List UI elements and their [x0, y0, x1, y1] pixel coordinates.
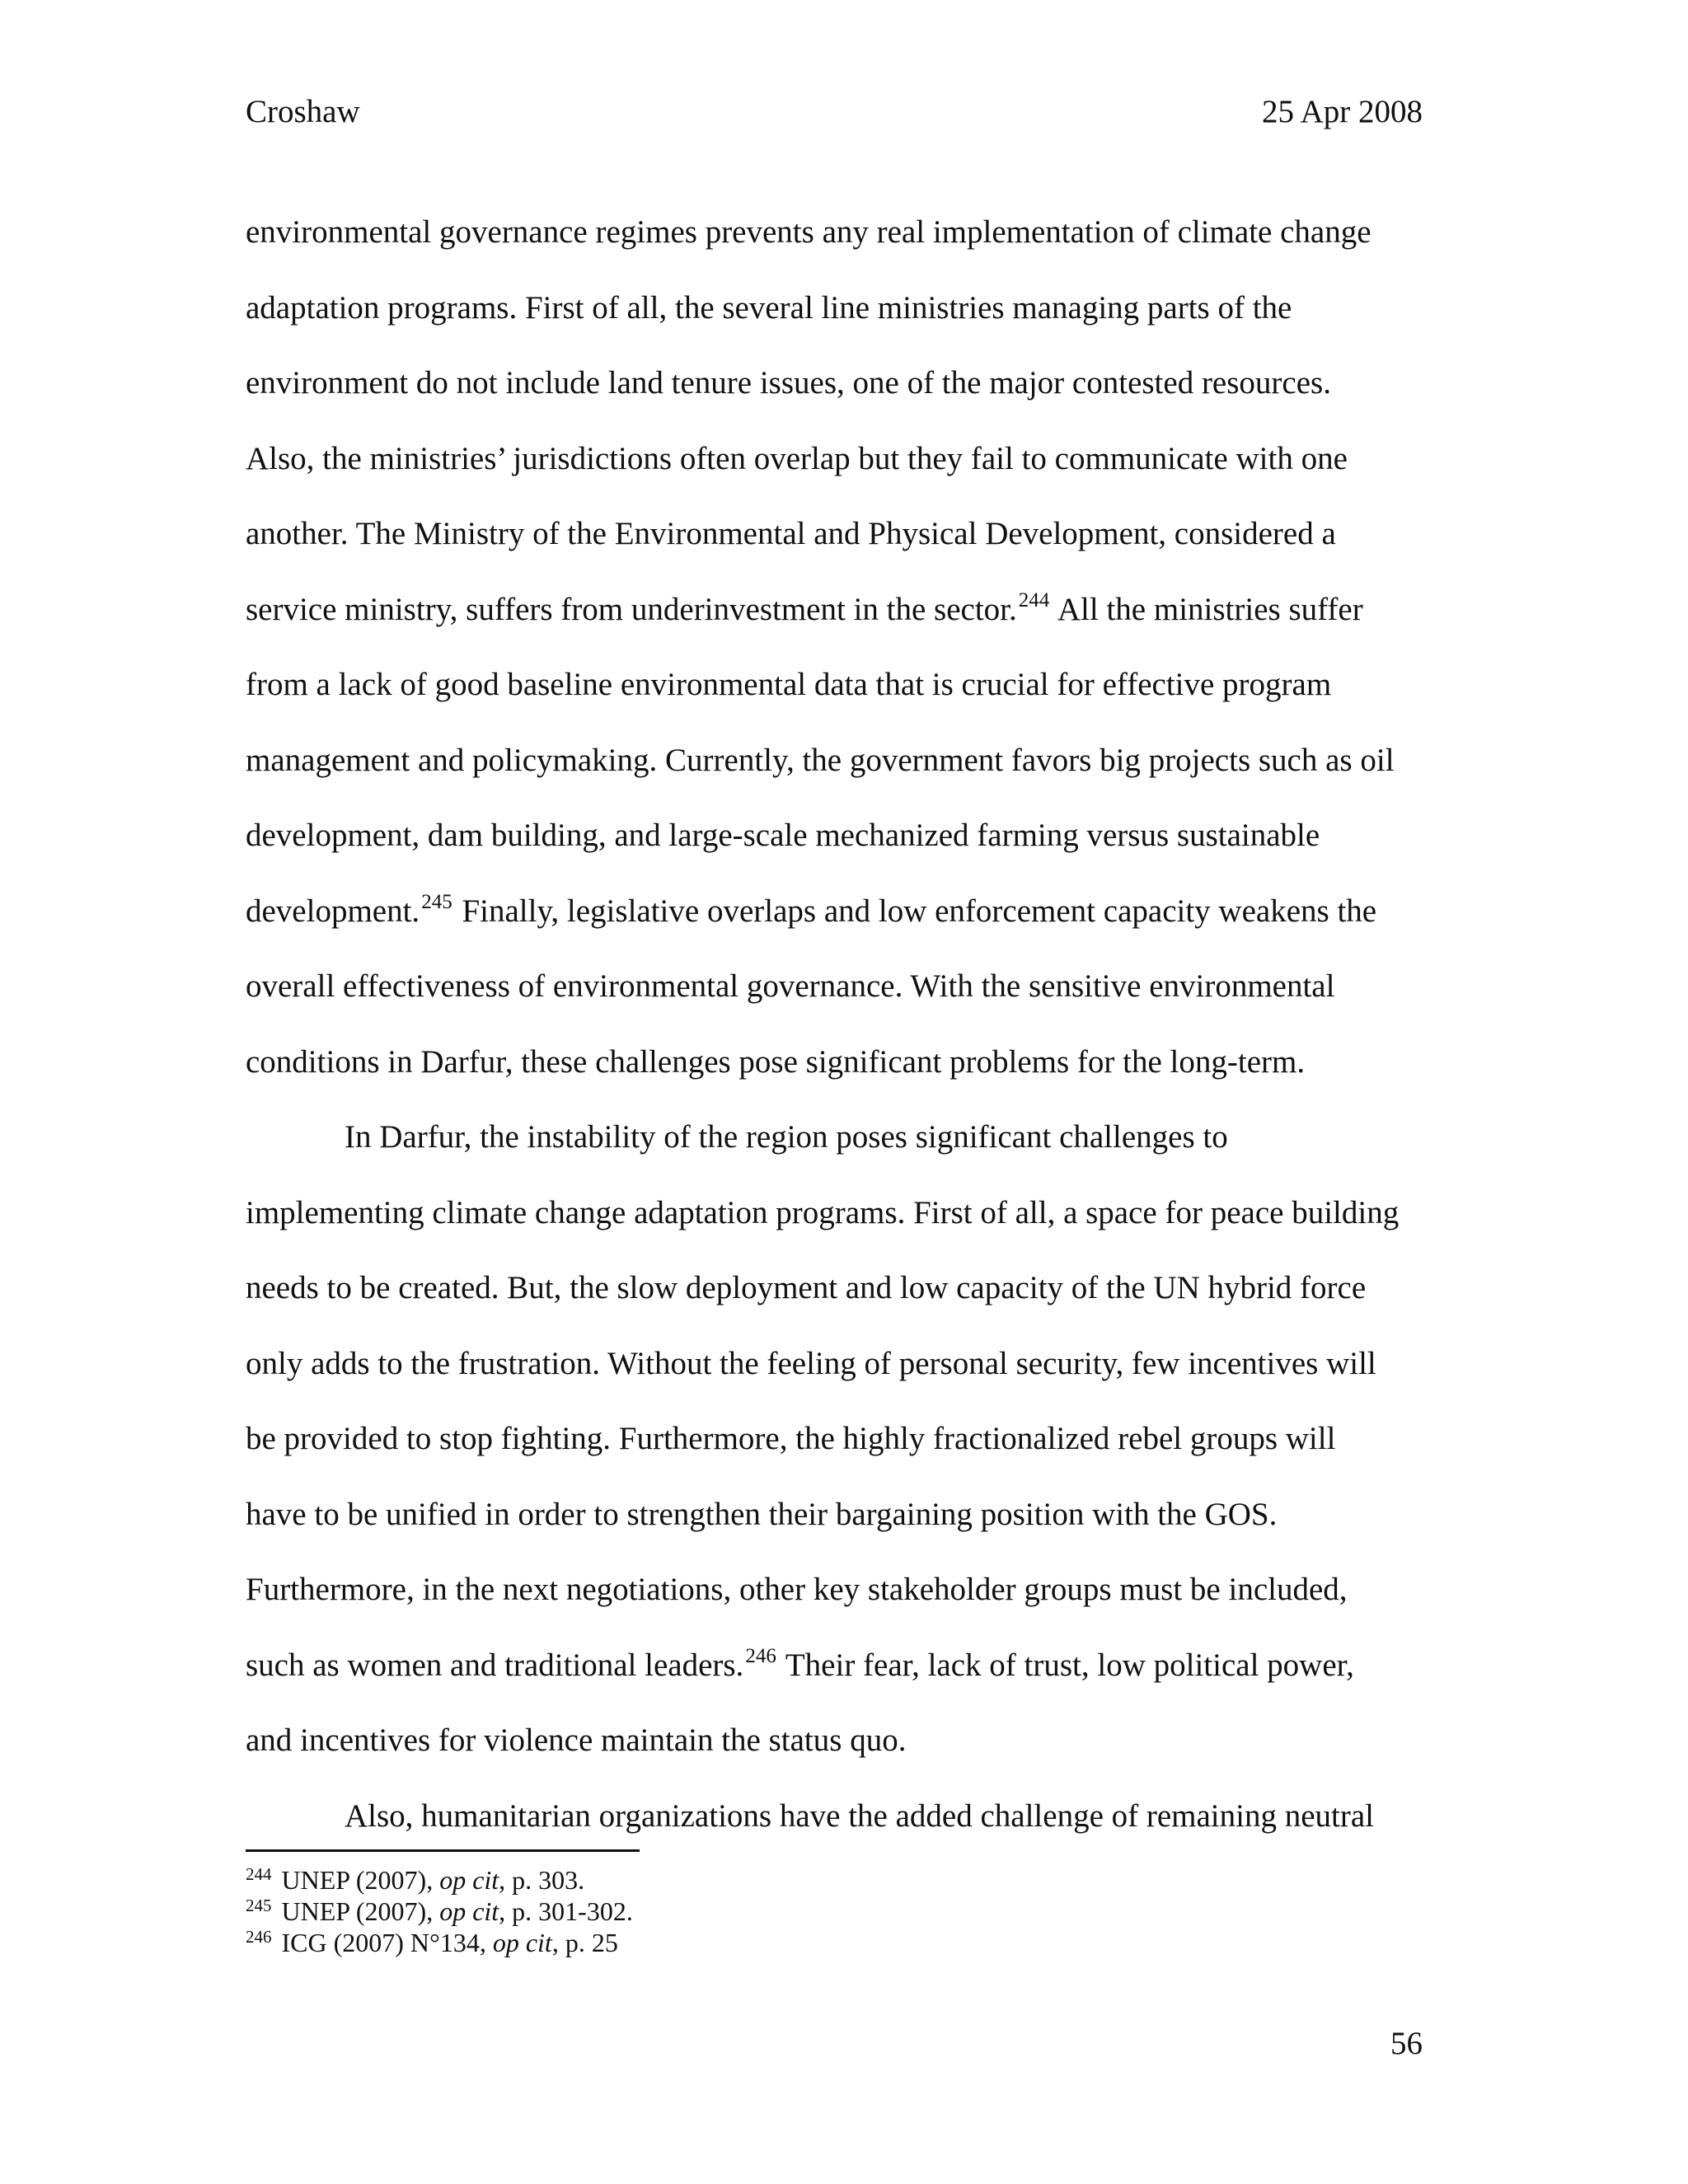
- text-line: adaptation programs. First of all, the several line ministries managing parts of the: [246, 289, 1292, 326]
- text-line: have to be unified in order to strengthen their bargaining position with the GOS.: [246, 1496, 1278, 1532]
- text-line: from a lack of good baseline environmental data that is crucial for effective program: [246, 667, 1332, 702]
- footnote-number: 244: [246, 1864, 272, 1884]
- text-line: and incentives for violence maintain the status quo.: [246, 1722, 907, 1758]
- text-segment: service ministry, suffers from underinvestment in the sector.: [246, 591, 1017, 627]
- text-line: be provided to stop fighting. Furthermore, the highly fractionalized rebel groups will: [246, 1421, 1336, 1456]
- text-line: management and policymaking. Currently, the government favors big projects such as oil: [246, 742, 1395, 778]
- text-segment: development.: [246, 893, 420, 929]
- text-line: Furthermore, in the next negotiations, other key stakeholder groups must be included,: [246, 1572, 1348, 1607]
- text-line: implementing climate change adaptation programs. First of all, a space for peace building: [246, 1194, 1400, 1230]
- footnote: [246, 1896, 1400, 1927]
- page-number: 56: [1390, 2026, 1423, 2061]
- text-line: [246, 572, 1432, 648]
- text-segment: such as women and traditional leaders.: [246, 1647, 744, 1683]
- body-text: [246, 194, 1432, 1854]
- paragraph: [246, 1779, 1432, 1854]
- footnote-reference[interactable]: 244: [1018, 588, 1050, 612]
- text-line: environment do not include land tenure issues, one of the major contested resources.: [246, 365, 1331, 401]
- text-line: In Darfur, the instability of the region poses significant challenges to: [345, 1119, 1228, 1155]
- text-segment: All the ministries suffer: [1051, 591, 1363, 627]
- footnote-text: UNEP (2007),: [274, 1865, 440, 1895]
- text-line: [246, 874, 1432, 949]
- text-line: environmental governance regimes prevents any real implementation of climate change: [246, 214, 1372, 250]
- header-date: 25 Apr 2008: [1262, 94, 1423, 129]
- text-line: [246, 1628, 1432, 1704]
- footnote-divider: [246, 1849, 640, 1852]
- paragraph: [246, 1099, 1432, 1779]
- footnote: [246, 1864, 1400, 1896]
- footnote-number: 245: [246, 1896, 272, 1915]
- footnote-number: 246: [246, 1927, 272, 1947]
- footnote-reference[interactable]: 245: [421, 890, 452, 913]
- header-author: Croshaw: [246, 94, 360, 129]
- text-line: Also, humanitarian organizations have the added challenge of remaining neutral: [345, 1797, 1375, 1834]
- footnote: [246, 1927, 1400, 1958]
- footnote-italic: op cit: [492, 1928, 552, 1957]
- footnote-text: ICG (2007) N°134,: [274, 1928, 493, 1957]
- text-line: overall effectiveness of environmental governance. With the sensitive environmental: [246, 968, 1335, 1004]
- paragraph: [246, 194, 1432, 1099]
- text-line: Also, the ministries’ jurisdictions often overlap but they fail to communicate with one: [246, 440, 1348, 476]
- footnote-italic: op cit: [439, 1896, 499, 1926]
- text-segment: Their fear, lack of trust, low political power,: [777, 1647, 1354, 1683]
- text-line: conditions in Darfur, these challenges pose significant problems for the long-term.: [246, 1043, 1306, 1080]
- footnote-text: , p. 25: [551, 1928, 618, 1957]
- footnote-text: , p. 301-302.: [499, 1896, 633, 1926]
- footnote-reference[interactable]: 246: [745, 1644, 776, 1667]
- footnotes: [246, 1864, 1400, 1958]
- text-segment: Finally, legislative overlaps and low enforcement capacity weakens the: [453, 893, 1377, 929]
- text-line: another. The Ministry of the Environmental and Physical Development, considered a: [246, 516, 1336, 551]
- page-header: [246, 92, 1423, 132]
- footnote-italic: op cit: [439, 1865, 499, 1895]
- footnote-text: UNEP (2007),: [274, 1896, 440, 1926]
- footnote-text: , p. 303.: [499, 1865, 585, 1895]
- text-line: only adds to the frustration. Without the feeling of personal security, few incentives will: [246, 1345, 1376, 1381]
- text-line: needs to be created. But, the slow deployment and low capacity of the UN hybrid force: [246, 1270, 1367, 1305]
- text-line: development, dam building, and large-scale mechanized farming versus sustainable: [246, 818, 1320, 853]
